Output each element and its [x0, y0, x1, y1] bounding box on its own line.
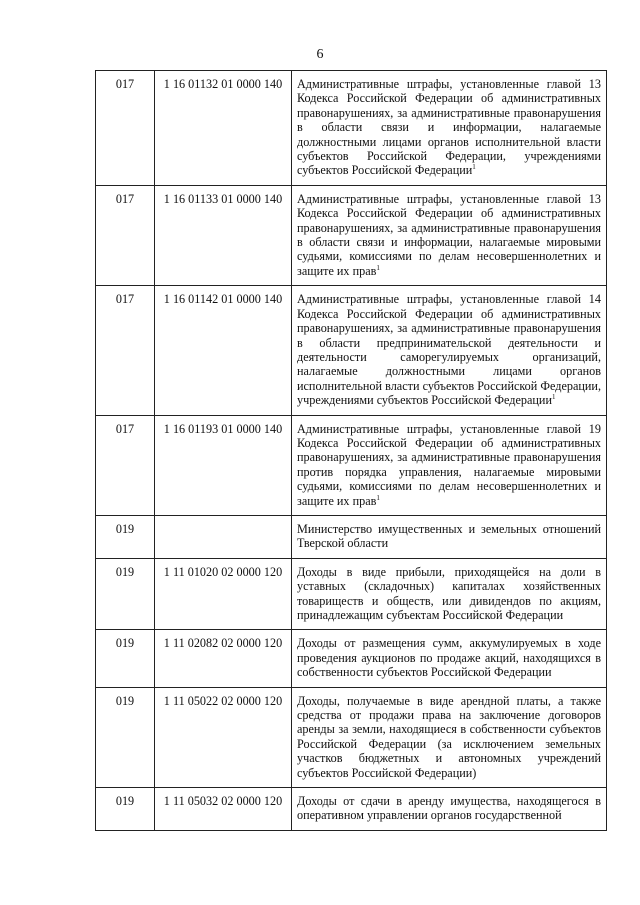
revenue-name-text: Административные штрафы, установленные главой 14 Кодекса Российской Федерации об административных правонарушениях, за административные правонарушения в области предпринимательской деятельности и деятельности саморегулируемых организаций, налагаемые должностными лицами органов исполнительной власти субъектов Российской Федерации, учреждениями субъектов Российской Федерации — [297, 292, 601, 408]
footnote-marker: 1 — [376, 493, 380, 502]
revenue-name-cell — [292, 286, 607, 415]
budget-code-cell: 1 11 05022 02 0000 120 — [155, 687, 292, 787]
admin-code-cell: 017 — [96, 71, 155, 186]
table-row — [96, 630, 607, 687]
revenue-name-text: Административные штрафы, установленные главой 13 Кодекса Российской Федерации об административных правонарушениях, за административные правонарушения в области связи и информации, налагаемые мировыми судьями, комиссиями по делам несовершеннолетних и защите их прав — [297, 191, 601, 278]
revenue-codes-table — [95, 70, 607, 831]
admin-code-cell: 019 — [96, 788, 155, 831]
admin-code-cell: 019 — [96, 687, 155, 787]
revenue-name-text: Доходы в виде прибыли, приходящейся на доли в уставных (складочных) капиталах хозяйственных товариществ и обществ, или дивидендов по акциям, принадлежащим субъектам Российской Федерации — [297, 564, 601, 622]
table-row — [96, 286, 607, 415]
revenue-name-text: Доходы от сдачи в аренду имущества, находящегося в оперативном управлении органов государственной — [297, 794, 601, 823]
footnote-marker: 1 — [376, 263, 380, 272]
budget-code-cell: 1 11 01020 02 0000 120 — [155, 558, 292, 630]
footnote-marker: 1 — [551, 393, 556, 402]
table-row — [96, 515, 607, 558]
table-row — [96, 185, 607, 285]
admin-code-cell: 017 — [96, 415, 155, 515]
revenue-name-cell — [292, 71, 607, 186]
revenue-name-text: Доходы от размещения сумм, аккумулируемых в ходе проведения аукционов по продаже акций, находящихся в собственности субъектов Российской Федерации — [297, 636, 601, 680]
page-number: 6 — [316, 47, 324, 62]
revenue-name-cell — [292, 415, 607, 515]
revenue-name-cell — [292, 630, 607, 687]
budget-code-cell: 1 16 01132 01 0000 140 — [155, 71, 292, 186]
budget-code-cell: 1 11 02082 02 0000 120 — [155, 630, 292, 687]
budget-code-cell: 1 16 01133 01 0000 140 — [155, 185, 292, 285]
table-row — [96, 788, 607, 831]
budget-code-cell: 1 16 01142 01 0000 140 — [155, 286, 292, 415]
revenue-name-cell — [292, 687, 607, 787]
admin-code-cell: 019 — [96, 558, 155, 630]
table-row — [96, 415, 607, 515]
revenue-name-cell — [292, 515, 607, 558]
revenue-name-text: Доходы, получаемые в виде арендной платы, а также средства от продажи права на заключение договоров аренды за земли, находящиеся в собственности субъектов Российской Федерации (за исключением земельных участков бюджетных и автономных учреждений субъектов Российской Федерации) — [297, 693, 601, 780]
budget-code-cell — [155, 515, 292, 558]
table-row — [96, 71, 607, 186]
table-row — [96, 687, 607, 787]
footnote-marker: 1 — [472, 163, 476, 172]
revenue-name-cell — [292, 558, 607, 630]
revenue-name-cell — [292, 185, 607, 285]
admin-code-cell: 019 — [96, 630, 155, 687]
budget-code-cell: 1 11 05032 02 0000 120 — [155, 788, 292, 831]
table-row — [96, 558, 607, 630]
revenue-name-text: Административные штрафы, установленные главой 13 Кодекса Российской Федерации об административных правонарушениях, за административные правонарушения в области связи и информации, налагаемые должностными лицами органов исполнительной власти субъектов Российской Федерации, учреждениями субъектов Российской Федерации — [297, 77, 601, 178]
admin-code-cell: 017 — [96, 185, 155, 285]
admin-code-cell: 017 — [96, 286, 155, 415]
revenue-name-cell — [292, 788, 607, 831]
revenue-name-text: Министерство имущественных и земельных отношений Тверской области — [297, 521, 601, 551]
admin-code-cell: 019 — [96, 515, 155, 558]
revenue-name-text: Административные штрафы, установленные главой 19 Кодекса Российской Федерации об административных правонарушениях, за административные правонарушения против порядка управления, налагаемые мировыми судьями, комиссиями по делам несовершеннолетних и защите их прав — [297, 421, 601, 508]
budget-code-cell: 1 16 01193 01 0000 140 — [155, 415, 292, 515]
